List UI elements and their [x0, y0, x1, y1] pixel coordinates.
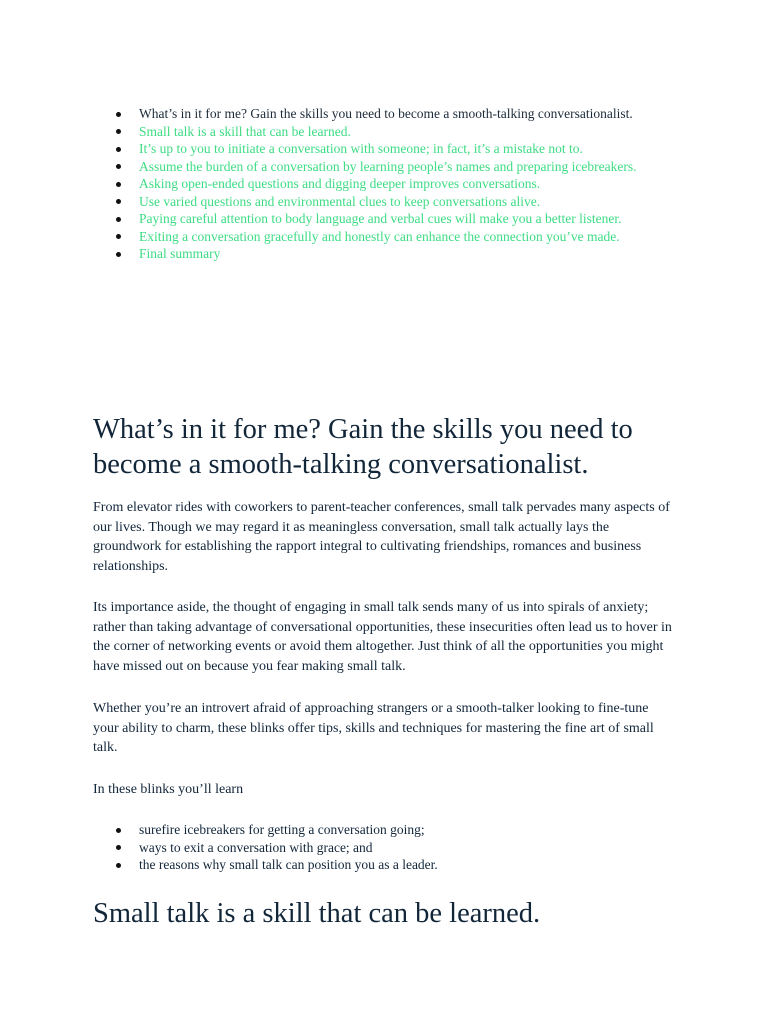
- bullet-icon: [116, 828, 121, 833]
- body-paragraph: Whether you’re an introvert afraid of approaching strangers or a smooth-talker looking to fine-tune your ability to charm, these blinks offer tips, skills and techniques for mastering the fine art of small talk.: [93, 701, 654, 756]
- table-of-contents: [112, 105, 672, 263]
- toc-item-link[interactable]: Small talk is a skill that can be learned.: [139, 123, 351, 139]
- toc-item[interactable]: [112, 140, 672, 158]
- toc-item: [112, 105, 672, 123]
- list-item-text: the reasons why small talk can position you as a leader.: [139, 857, 438, 872]
- bullet-icon: [116, 845, 121, 850]
- bullet-icon: [116, 182, 121, 187]
- toc-item-link[interactable]: It’s up to you to initiate a conversation with someone; in fact, it’s a mistake not to.: [139, 141, 583, 156]
- toc-item[interactable]: [112, 210, 672, 228]
- list-item: [112, 821, 672, 839]
- toc-item[interactable]: [112, 123, 672, 141]
- bullet-icon: [116, 199, 121, 204]
- toc-item-link[interactable]: Final summary: [139, 246, 221, 261]
- list-item: [112, 839, 672, 857]
- bullet-icon: [116, 234, 121, 239]
- bullet-icon: [116, 164, 121, 169]
- bullet-icon: [116, 112, 121, 117]
- list-item-text: surefire icebreakers for getting a conversation going;: [139, 822, 425, 837]
- list-item-text: ways to exit a conversation with grace; and: [139, 839, 373, 855]
- toc-item-label: What’s in it for me? Gain the skills you need to become a smooth-talking conversationalist.: [139, 106, 633, 121]
- bullet-icon: [116, 147, 121, 152]
- list-item: [112, 856, 672, 874]
- bullet-icon: [116, 863, 121, 868]
- bullet-icon: [116, 129, 121, 134]
- toc-item-link[interactable]: Asking open-ended questions and digging deeper improves conversations.: [139, 176, 541, 191]
- toc-item[interactable]: [112, 158, 672, 176]
- toc-item-link[interactable]: Exiting a conversation gracefully and honestly can enhance the connection you’ve made.: [139, 228, 620, 244]
- toc-item-link[interactable]: Assume the burden of a conversation by learning people’s names and preparing icebreakers.: [139, 158, 637, 174]
- toc-item[interactable]: [112, 228, 672, 246]
- bullet-icon: [116, 217, 121, 222]
- toc-item-link[interactable]: Use varied questions and environmental clues to keep conversations alive.: [139, 193, 541, 209]
- learn-list: [112, 821, 672, 874]
- section-heading: Small talk is a skill that can be learned.: [93, 898, 541, 929]
- toc-item[interactable]: [112, 193, 672, 211]
- toc-item[interactable]: [112, 175, 672, 193]
- bullet-icon: [116, 252, 121, 257]
- toc-item[interactable]: [112, 245, 672, 263]
- section-heading: What’s in it for me? Gain the skills you need to become a smooth-talking conversationalist.: [93, 414, 633, 480]
- toc-item-link[interactable]: Paying careful attention to body language and verbal cues will make you a better listener.: [139, 211, 622, 226]
- body-paragraph: From elevator rides with coworkers to parent-teacher conferences, small talk pervades many aspects of our lives. Though we may regard it as meaningless conversation, small talk actually lays the groundwork for establishing the rapport integral to cultivating friendships, romances and business relationships.: [93, 500, 670, 575]
- learn-intro-text: In these blinks you’ll learn: [93, 782, 244, 797]
- body-paragraph: Its importance aside, the thought of engaging in small talk sends many of us into spirals of anxiety; rather than taking advantage of conversational opportunities, these insecurities often lead us to hover in the corner of networking events or avoid them altogether. Just think of all the opportunities you might have missed out on because you fear making small talk.: [93, 600, 672, 675]
